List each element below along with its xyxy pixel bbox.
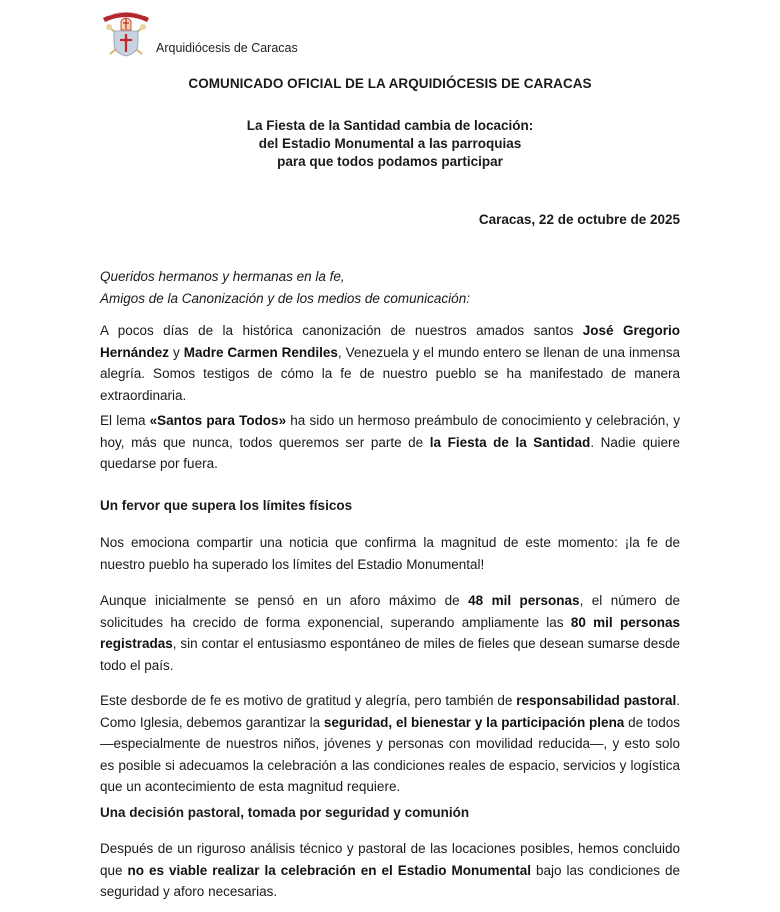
paragraph-motto <box>100 410 680 475</box>
paragraph-capacity <box>100 590 680 676</box>
text: . Como Iglesia, debemos garantizar la <box>100 693 680 730</box>
bold-text: responsabilidad pastoral <box>516 693 677 708</box>
section-heading-decision: Una decisión pastoral, tomada por seguridad y comunión <box>100 805 470 820</box>
section-heading-fervor: Un fervor que supera los límites físicos <box>100 498 353 513</box>
text: bajo las condiciones de seguridad y aforo necesarias. <box>100 862 680 899</box>
archdiocese-coat-of-arms-icon <box>100 4 152 58</box>
paragraph-decision <box>100 838 680 903</box>
text: A pocos días de la histórica canonización de nuestros amados santos <box>100 323 583 338</box>
subtitle-line: para que todos podamos participar <box>277 154 503 169</box>
text: . Nadie quiere quedarse por fuera. <box>100 434 680 471</box>
bold-text: no es viable realizar la celebración en el Estadio Monumental <box>127 862 531 878</box>
bold-text: seguridad, el bienestar y la participación plena <box>323 714 625 730</box>
organization-name: Arquidiócesis de Caracas <box>156 41 298 55</box>
paragraph-responsibility <box>100 690 680 798</box>
text: Después de un riguroso análisis técnico y pastoral de las locaciones posibles, hemos concluido que <box>100 841 680 878</box>
subtitle-line: La Fiesta de la Santidad cambia de locación: <box>246 118 534 133</box>
bold-text: 48 mil personas <box>468 593 580 608</box>
text: y <box>169 344 184 360</box>
text: El lema <box>100 413 150 428</box>
letterhead <box>100 4 400 60</box>
salutation <box>100 266 680 309</box>
paragraph-canonization <box>100 320 680 406</box>
text: , el número de solicitudes ha crecido de forma exponencial, superando ampliamente las <box>100 593 680 630</box>
text: , sin contar el entusiasmo espontáneo de miles de fieles que desean sumarse desde todo el país. <box>100 636 680 673</box>
document-date: Caracas, 22 de octubre de 2025 <box>478 212 680 227</box>
bold-text: 80 mil personas registradas <box>100 614 680 651</box>
salutation-line: Queridos hermanos y hermanas en la fe, <box>100 269 345 284</box>
salutation-line: Amigos de la Canonización y de los medios de comunicación: <box>100 290 470 306</box>
document-subtitle <box>0 117 780 171</box>
text: , Venezuela y el mundo entero se llenan de una inmensa alegría. Somos testigos de cómo la fe de nuestro pueblo se ha manifestado de manera extraordinaria. <box>100 344 680 403</box>
text: Aunque inicialmente se pensó en un aforo máximo de <box>100 593 469 608</box>
bold-text: «Santos para Todos» <box>149 413 287 428</box>
bold-text: José Gregorio Hernández <box>100 323 680 360</box>
paragraph-news: Nos emociona compartir una noticia que confirma la magnitud de este momento: ¡la fe de nuestro pueblo ha superado los límites del Estadio Monumental! <box>100 535 680 572</box>
text: de todos —especialmente de nuestros niños, jóvenes y personas con movilidad reducida—, y esto solo es posible si adecuamos la celebración a las condiciones reales de espacio, servicios y logística que un acontecimiento de esta magnitud requiere. <box>100 714 680 794</box>
bold-text: la Fiesta de la Santidad <box>429 434 591 450</box>
document-title: COMUNICADO OFICIAL DE LA ARQUIDIÓCESIS DE CARACAS <box>188 76 592 91</box>
text: Este desborde de fe es motivo de gratitud y alegría, pero también de <box>100 693 517 708</box>
subtitle-line: del Estadio Monumental a las parroquias <box>258 136 522 151</box>
text: ha sido un hermoso preámbulo de conocimiento y celebración, y hoy, más que nunca, todos queremos ser parte de <box>100 413 680 450</box>
bold-text: Madre Carmen Rendiles <box>183 344 338 360</box>
